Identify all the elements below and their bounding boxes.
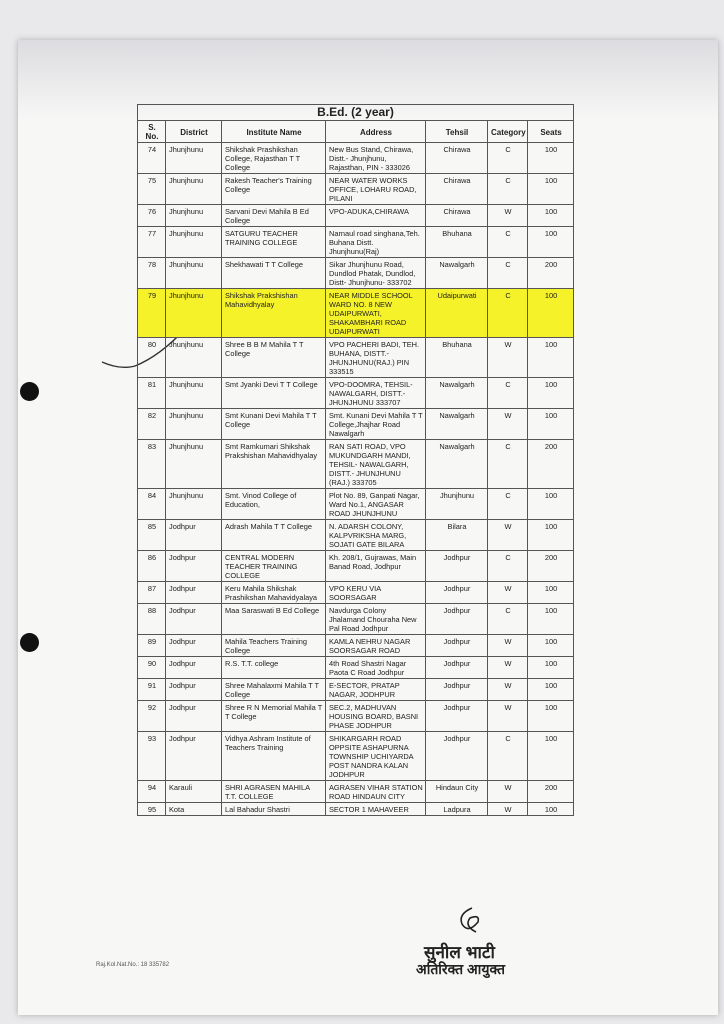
- cell-district: Kota: [166, 803, 222, 816]
- cell-category: W: [488, 409, 528, 440]
- cell-category: W: [488, 635, 528, 657]
- cell-tehsil: Jodhpur: [426, 635, 488, 657]
- cell-category: W: [488, 679, 528, 701]
- table-row: [138, 781, 574, 803]
- table-row: [138, 604, 574, 635]
- header-category: Category: [488, 121, 528, 143]
- cell-address: Plot No. 89, Ganpati Nagar, Ward No.1, ANGASAR ROAD JHUNJHUNU: [326, 489, 426, 520]
- cell-category: C: [488, 258, 528, 289]
- cell-institute: Lal Bahadur Shastri: [222, 803, 326, 816]
- cell-district: Jhunjhunu: [166, 258, 222, 289]
- table-row: [138, 174, 574, 205]
- table-row: [138, 378, 574, 409]
- cell-seats: 100: [528, 289, 574, 338]
- cell-seats: 100: [528, 701, 574, 732]
- footer-stamp-text: Raj.Kol.Nat.No.: 18 335782: [96, 962, 170, 968]
- cell-institute: Shekhawati T T College: [222, 258, 326, 289]
- table-row: [138, 582, 574, 604]
- cell-institute: Shikshak Prashikshan College, Rajasthan T T College: [222, 143, 326, 174]
- cell-institute: Mahila Teachers Training College: [222, 635, 326, 657]
- cell-tehsil: Chirawa: [426, 205, 488, 227]
- cell-tehsil: Nawalgarh: [426, 409, 488, 440]
- cell-seats: 100: [528, 143, 574, 174]
- punch-hole: [20, 633, 39, 652]
- cell-category: C: [488, 174, 528, 205]
- cell-seats: 100: [528, 520, 574, 551]
- cell-institute: SHRI AGRASEN MAHILA T.T. COLLEGE: [222, 781, 326, 803]
- cell-address: SECTOR 1 MAHAVEER: [326, 803, 426, 816]
- cell-institute: Maa Saraswati B Ed College: [222, 604, 326, 635]
- cell-institute: Keru Mahila Shikshak Prashikshan Mahavidyalaya: [222, 582, 326, 604]
- signatory-designation: अतिरिक्त आयुक्त: [416, 961, 505, 977]
- cell-address: NEAR MIDDLE SCHOOL WARD NO. 8 NEW UDAIPURWATI, SHAKAMBHARI ROAD UDAIPURWATI: [326, 289, 426, 338]
- cell-address: Kh. 208/1, Gujrawas, Main Banad Road, Jodhpur: [326, 551, 426, 582]
- cell-seats: 100: [528, 635, 574, 657]
- cell-tehsil: Jodhpur: [426, 701, 488, 732]
- cell-seats: 100: [528, 174, 574, 205]
- cell-district: Karauli: [166, 781, 222, 803]
- cell-address: AGRASEN VIHAR STATION ROAD HINDAUN CITY: [326, 781, 426, 803]
- cell-tehsil: Jodhpur: [426, 679, 488, 701]
- cell-district: Jhunjhunu: [166, 174, 222, 205]
- cell-sno: 84: [138, 489, 166, 520]
- table-row: [138, 338, 574, 378]
- cell-district: Jodhpur: [166, 679, 222, 701]
- cell-category: C: [488, 378, 528, 409]
- cell-institute: Shikshak Prakshishan Mahavidhyalay: [222, 289, 326, 338]
- table-row: [138, 803, 574, 816]
- cell-institute: Smt. Vinod College of Education,: [222, 489, 326, 520]
- cell-tehsil: Jodhpur: [426, 551, 488, 582]
- cell-tehsil: Nawalgarh: [426, 378, 488, 409]
- cell-sno: 85: [138, 520, 166, 551]
- cell-address: Sikar Jhunjhunu Road, Dundlod Phatak, Dundlod, Distt- Jhunjhunu- 333702: [326, 258, 426, 289]
- cell-district: Jodhpur: [166, 520, 222, 551]
- cell-category: W: [488, 781, 528, 803]
- cell-district: Jhunjhunu: [166, 143, 222, 174]
- cell-sno: 80: [138, 338, 166, 378]
- cell-tehsil: Chirawa: [426, 143, 488, 174]
- cell-seats: 100: [528, 205, 574, 227]
- table-row: [138, 635, 574, 657]
- cell-seats: 200: [528, 551, 574, 582]
- table-row: [138, 520, 574, 551]
- cell-address: KAMLA NEHRU NAGAR SOORSAGAR ROAD: [326, 635, 426, 657]
- cell-address: RAN SATI ROAD, VPO MUKUNDGARH MANDI, TEHSIL- NAWALGARH, DISTT.- JHUNJHUNU (RAJ.) 333705: [326, 440, 426, 489]
- cell-institute: Smt Kunani Devi Mahila T T College: [222, 409, 326, 440]
- signatory-name: सुनील भाटी: [424, 943, 495, 962]
- cell-category: C: [488, 440, 528, 489]
- table-row: [138, 143, 574, 174]
- cell-category: C: [488, 551, 528, 582]
- cell-sno: 74: [138, 143, 166, 174]
- signature-scribble: [450, 904, 490, 938]
- cell-district: Jhunjhunu: [166, 338, 222, 378]
- cell-seats: 100: [528, 604, 574, 635]
- cell-institute: Smt Jyanki Devi T T College: [222, 378, 326, 409]
- cell-district: Jodhpur: [166, 732, 222, 781]
- table-row: [138, 440, 574, 489]
- cell-seats: 200: [528, 781, 574, 803]
- cell-district: Jhunjhunu: [166, 440, 222, 489]
- cell-tehsil: Jodhpur: [426, 582, 488, 604]
- cell-district: Jodhpur: [166, 551, 222, 582]
- cell-sno: 89: [138, 635, 166, 657]
- cell-seats: 100: [528, 378, 574, 409]
- cell-category: C: [488, 227, 528, 258]
- cell-address: VPO KERU VIA SOORSAGAR: [326, 582, 426, 604]
- cell-seats: 100: [528, 227, 574, 258]
- cell-address: Navdurga Colony Jhalamand Chouraha New Pal Road Jodhpur: [326, 604, 426, 635]
- cell-address: VPO-DOOMRA, TEHSIL- NAWALGARH, DISTT.- JHUNJHUNU 333707: [326, 378, 426, 409]
- cell-address: N. ADARSH COLONY, KALPVRIKSHA MARG, SOJATI GATE BILARA: [326, 520, 426, 551]
- cell-tehsil: Jodhpur: [426, 732, 488, 781]
- cell-sno: 75: [138, 174, 166, 205]
- cell-district: Jhunjhunu: [166, 378, 222, 409]
- table-row: [138, 205, 574, 227]
- cell-sno: 87: [138, 582, 166, 604]
- header-sno: S. No.: [138, 121, 166, 143]
- cell-institute: CENTRAL MODERN TEACHER TRAINING COLLEGE: [222, 551, 326, 582]
- cell-seats: 100: [528, 732, 574, 781]
- cell-category: W: [488, 338, 528, 378]
- cell-sno: 95: [138, 803, 166, 816]
- cell-tehsil: Hindaun City: [426, 781, 488, 803]
- cell-district: Jodhpur: [166, 635, 222, 657]
- cell-address: New Bus Stand, Chirawa, Distt.- Jhunjhunu, Rajasthan, PIN - 333026: [326, 143, 426, 174]
- cell-institute: Adrash Mahila T T College: [222, 520, 326, 551]
- cell-tehsil: Bilara: [426, 520, 488, 551]
- cell-sno: 93: [138, 732, 166, 781]
- cell-seats: 100: [528, 679, 574, 701]
- cell-address: VPO PACHERI BADI, TEH. BUHANA, DISTT.- JHUNJHUNU(RAJ.) PIN 333515: [326, 338, 426, 378]
- cell-address: SHIKARGARH ROAD OPPSITE ASHAPURNA TOWNSHIP UCHIYARDA POST NANDRA KALAN JODHPUR: [326, 732, 426, 781]
- cell-sno: 91: [138, 679, 166, 701]
- bed-college-table: [137, 104, 574, 816]
- cell-category: W: [488, 803, 528, 816]
- cell-category: C: [488, 732, 528, 781]
- cell-district: Jodhpur: [166, 657, 222, 679]
- cell-tehsil: Ladpura: [426, 803, 488, 816]
- cell-category: C: [488, 604, 528, 635]
- cell-seats: 200: [528, 258, 574, 289]
- cell-tehsil: Chirawa: [426, 174, 488, 205]
- table-row: [138, 551, 574, 582]
- cell-institute: Shree Mahalaxmi Mahila T T College: [222, 679, 326, 701]
- cell-category: C: [488, 289, 528, 338]
- cell-institute: R.S. T.T. college: [222, 657, 326, 679]
- cell-institute: Rakesh Teacher's Training College: [222, 174, 326, 205]
- table-body: [138, 143, 574, 816]
- cell-address: Smt. Kunani Devi Mahila T T College,Jhajhar Road Nawalgarh: [326, 409, 426, 440]
- cell-seats: 100: [528, 489, 574, 520]
- cell-address: SEC.2, MADHUVAN HOUSING BOARD, BASNI PHASE JODHPUR: [326, 701, 426, 732]
- cell-address: 4th Road Shastri Nagar Paota C Road Jodhpur: [326, 657, 426, 679]
- cell-district: Jodhpur: [166, 701, 222, 732]
- cell-category: W: [488, 701, 528, 732]
- cell-tehsil: Jhunjhunu: [426, 489, 488, 520]
- table-row: [138, 679, 574, 701]
- cell-address: VPO-ADUKA,CHIRAWA: [326, 205, 426, 227]
- cell-seats: 200: [528, 440, 574, 489]
- cell-category: W: [488, 657, 528, 679]
- punch-hole: [20, 382, 39, 401]
- table-row: [138, 701, 574, 732]
- cell-sno: 88: [138, 604, 166, 635]
- cell-district: Jodhpur: [166, 604, 222, 635]
- cell-sno: 92: [138, 701, 166, 732]
- cell-tehsil: Bhuhana: [426, 338, 488, 378]
- table-row: [138, 657, 574, 679]
- cell-institute: Shree B B M Mahila T T College: [222, 338, 326, 378]
- cell-sno: 86: [138, 551, 166, 582]
- cell-district: Jhunjhunu: [166, 489, 222, 520]
- cell-sno: 90: [138, 657, 166, 679]
- signature-block: [414, 904, 524, 980]
- cell-address: E-SECTOR, PRATAP NAGAR, JODHPUR: [326, 679, 426, 701]
- cell-tehsil: Udaipurwati: [426, 289, 488, 338]
- cell-tehsil: Nawalgarh: [426, 258, 488, 289]
- cell-district: Jhunjhunu: [166, 409, 222, 440]
- cell-sno: 79: [138, 289, 166, 338]
- cell-sno: 82: [138, 409, 166, 440]
- cell-seats: 100: [528, 803, 574, 816]
- cell-category: W: [488, 520, 528, 551]
- cell-sno: 94: [138, 781, 166, 803]
- cell-tehsil: Jodhpur: [426, 657, 488, 679]
- table-row: [138, 489, 574, 520]
- cell-seats: 100: [528, 409, 574, 440]
- cell-seats: 100: [528, 657, 574, 679]
- cell-sno: 83: [138, 440, 166, 489]
- cell-tehsil: Nawalgarh: [426, 440, 488, 489]
- cell-institute: SATGURU TEACHER TRAINING COLLEGE: [222, 227, 326, 258]
- cell-district: Jhunjhunu: [166, 205, 222, 227]
- cell-sno: 81: [138, 378, 166, 409]
- header-seats: Seats: [528, 121, 574, 143]
- cell-category: W: [488, 582, 528, 604]
- cell-tehsil: Bhuhana: [426, 227, 488, 258]
- cell-category: C: [488, 489, 528, 520]
- cell-sno: 76: [138, 205, 166, 227]
- cell-seats: 100: [528, 338, 574, 378]
- cell-address: NEAR WATER WORKS OFFICE, LOHARU ROAD, PILANI: [326, 174, 426, 205]
- cell-seats: 100: [528, 582, 574, 604]
- cell-tehsil: Jodhpur: [426, 604, 488, 635]
- table-row: [138, 258, 574, 289]
- table-row: [138, 227, 574, 258]
- cell-institute: Sarvani Devi Mahila B Ed College: [222, 205, 326, 227]
- header-institute: Institute Name: [222, 121, 326, 143]
- table-row: [138, 289, 574, 338]
- table-row: [138, 409, 574, 440]
- cell-district: Jhunjhunu: [166, 227, 222, 258]
- cell-institute: Vidhya Ashram Institute of Teachers Training: [222, 732, 326, 781]
- header-district: District: [166, 121, 222, 143]
- cell-sno: 78: [138, 258, 166, 289]
- cell-institute: Shree R N Memorial Mahila T T College: [222, 701, 326, 732]
- cell-category: W: [488, 205, 528, 227]
- cell-institute: Smt Ramkumari Shikshak Prakshishan Mahavidhyalay: [222, 440, 326, 489]
- table-row: [138, 732, 574, 781]
- cell-district: Jhunjhunu: [166, 289, 222, 338]
- cell-sno: 77: [138, 227, 166, 258]
- cell-district: Jodhpur: [166, 582, 222, 604]
- table-title: B.Ed. (2 year): [138, 105, 574, 121]
- cell-category: C: [488, 143, 528, 174]
- cell-address: Narnaul road singhana,Teh. Buhana Distt. Jhunjhunu(Raj): [326, 227, 426, 258]
- header-address: Address: [326, 121, 426, 143]
- header-tehsil: Tehsil: [426, 121, 488, 143]
